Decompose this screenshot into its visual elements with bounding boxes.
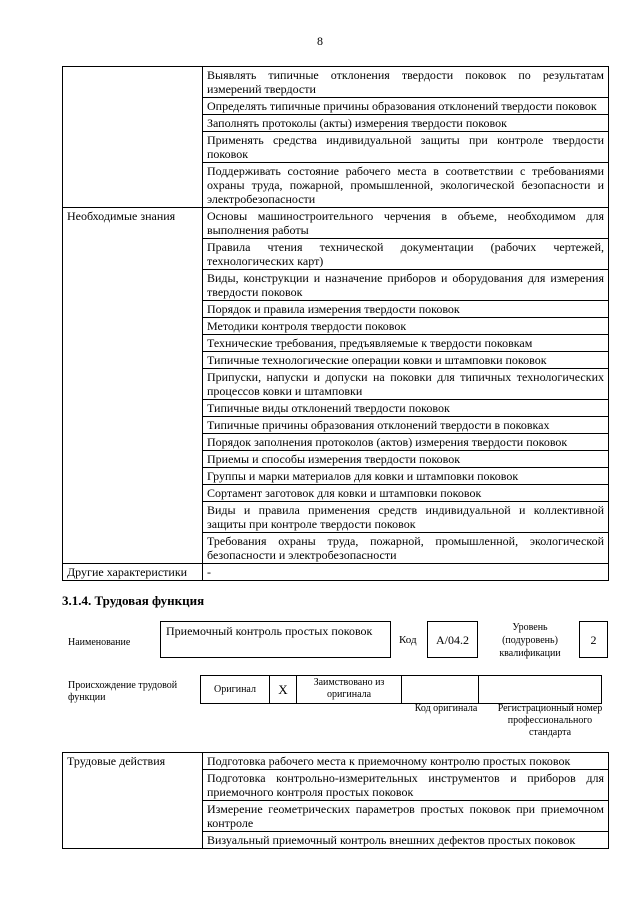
table-cell: Подготовка контрольно-измерительных инструментов и приборов для приемочного контроля простых поковок	[203, 770, 609, 801]
table-cell: Порядок и правила измерения твердости поковок	[203, 301, 609, 318]
table-cell: Приемы и способы измерения твердости поковок	[203, 451, 609, 468]
qualification-level-box: 2	[579, 621, 608, 658]
page-number: 8	[317, 34, 323, 48]
code-label: Код	[399, 634, 417, 646]
name-label: Наименование	[68, 637, 131, 648]
origin-table	[200, 675, 602, 704]
registration-number-caption: Регистрационный номер профессионального стандарта	[497, 703, 603, 738]
function-name-box: Приемочный контроль простых поковок	[160, 621, 391, 658]
origin-code-cell	[402, 676, 479, 704]
table-cell: Правила чтения технической документации (рабочих чертежей, технологических карт)	[203, 239, 609, 270]
table-cell: Подготовка рабочего места к приемочному контролю простых поковок	[203, 753, 609, 770]
table-cell: Типичные технологические операции ковки и штамповки поковок	[203, 352, 609, 369]
qualification-level-label: Уровень (подуровень) квалификации	[499, 622, 561, 659]
original-label: Оригинал	[201, 676, 270, 704]
section-heading: 3.1.4. Трудовая функция	[62, 593, 205, 608]
labor-actions-body	[63, 753, 609, 849]
table-cell: Методики контроля твердости поковок	[203, 318, 609, 335]
table-cell: Требования охраны труда, пожарной, промышленной, экологической безопасности и электробезопасности	[203, 533, 609, 564]
labor-actions-table	[62, 752, 609, 849]
origin-label: Происхождение трудовой функции	[68, 680, 178, 703]
table-cell: -	[203, 564, 609, 581]
row-label: Другие характеристики	[63, 564, 203, 581]
table-cell: Типичные виды отклонений твердости поковок	[203, 400, 609, 417]
row-label: Трудовые действия	[63, 753, 203, 849]
table-cell: Визуальный приемочный контроль внешних дефектов простых поковок	[203, 832, 609, 849]
table-cell: Поддерживать состояние рабочего места в соответствии с требованиями охраны труда, пожарной, промышленной, экологической безопасности и электробезопасности	[203, 163, 609, 208]
skills-knowledge-body	[63, 67, 609, 581]
borrowed-label: Заимствовано из оригинала	[297, 676, 402, 704]
table-cell: Группы и марки материалов для ковки и штамповки поковок	[203, 468, 609, 485]
table-cell: Заполнять протоколы (акты) измерения твердости поковок	[203, 115, 609, 132]
original-mark: X	[270, 676, 297, 704]
row-label	[63, 67, 203, 208]
table-cell: Сортамент заготовок для ковки и штамповки поковок	[203, 485, 609, 502]
table-cell: Порядок заполнения протоколов (актов) измерения твердости поковок	[203, 434, 609, 451]
skills-knowledge-table	[62, 66, 609, 581]
table-row	[63, 67, 609, 98]
table-row	[63, 208, 609, 239]
origin-reg-cell	[479, 676, 602, 704]
table-cell: Технические требования, предъявляемые к твердости поковкам	[203, 335, 609, 352]
table-row	[63, 564, 609, 581]
origin-code-caption: Код оригинала	[414, 703, 478, 714]
table-cell: Определять типичные причины образования отклонений твердости поковок	[203, 98, 609, 115]
table-cell: Припуски, напуски и допуски на поковки для типичных технологических процессов ковки и штамповки	[203, 369, 609, 400]
table-row	[63, 753, 609, 770]
table-cell: Основы машиностроительного черчения в объеме, необходимом для выполнения работы	[203, 208, 609, 239]
table-cell: Применять средства индивидуальной защиты при контроле твердости поковок	[203, 132, 609, 163]
row-label: Необходимые знания	[63, 208, 203, 564]
function-code-box: A/04.2	[427, 621, 478, 658]
table-cell: Виды, конструкции и назначение приборов и оборудования для измерения твердости поковок	[203, 270, 609, 301]
table-cell: Измерение геометрических параметров простых поковок при приемочном контроле	[203, 801, 609, 832]
table-cell: Виды и правила применения средств индивидуальной и коллективной защиты при контроле твердости поковок	[203, 502, 609, 533]
table-cell: Типичные причины образования отклонений твердости в поковках	[203, 417, 609, 434]
table-cell: Выявлять типичные отклонения твердости поковок по результатам измерений твердости	[203, 67, 609, 98]
